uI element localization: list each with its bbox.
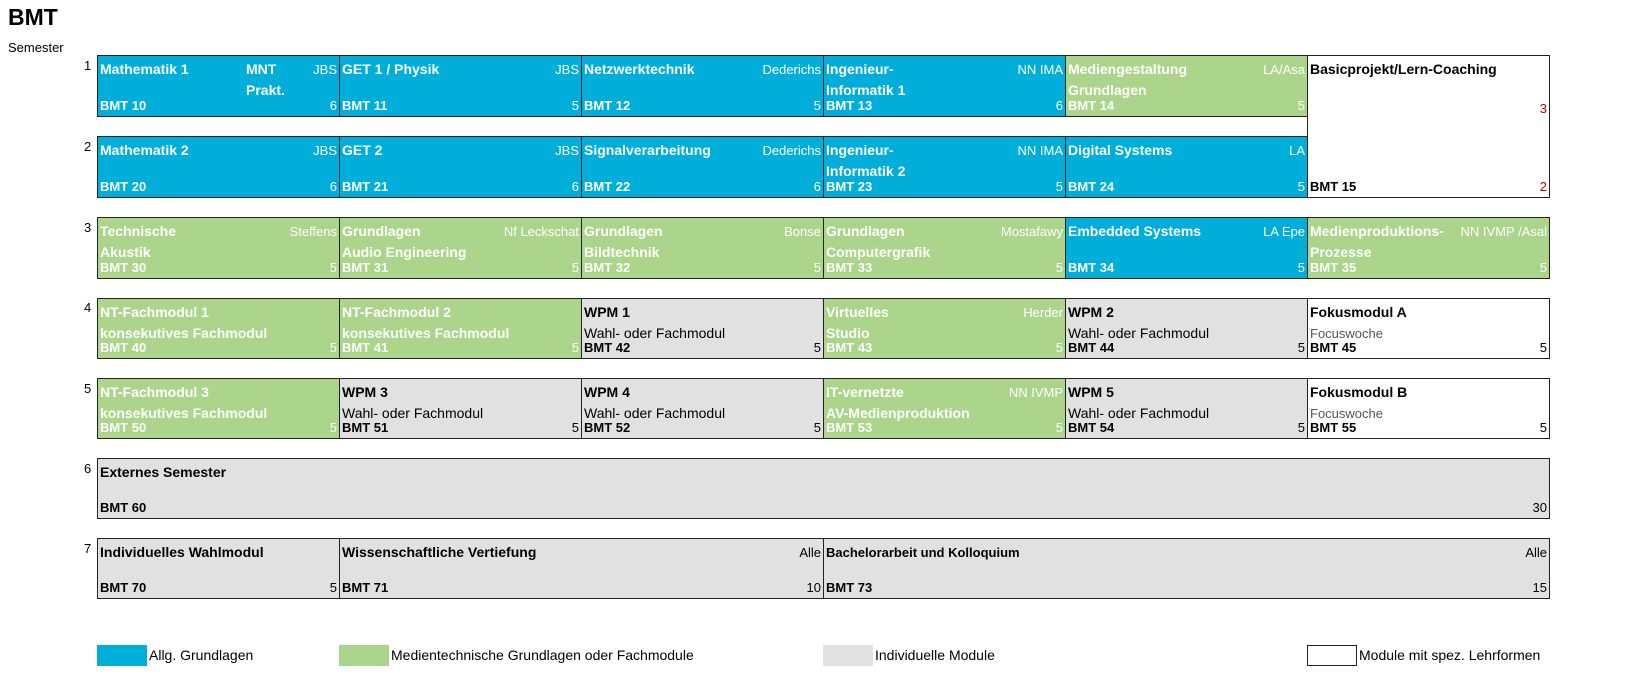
module-bmt52[interactable]	[581, 378, 824, 439]
module-title: Ingenieur- Informatik 2	[826, 142, 906, 179]
module-bmt50[interactable]	[97, 378, 340, 439]
module-title: Ingenieur- Informatik 1	[826, 61, 906, 98]
module-lecturer: Bonse	[784, 224, 821, 239]
module-credits: 5	[1297, 260, 1305, 275]
module-title: Wissenschaftliche Vertiefung	[342, 544, 537, 560]
module-lecturer: NN IVMP /Asal	[1460, 224, 1547, 239]
module-code: BMT 32	[584, 260, 631, 275]
module-bmt35[interactable]	[1307, 217, 1550, 279]
module-lecturer: JBS	[313, 62, 337, 77]
module-code: BMT 13	[826, 98, 873, 113]
module-title: Technische Akustik	[100, 223, 176, 260]
module-bmt13[interactable]	[823, 55, 1066, 117]
module-code: BMT 71	[342, 580, 389, 595]
module-title: NT-Fachmodul 1 konsekutives Fachmodul	[100, 304, 268, 341]
module-title: Mathematik 1	[100, 61, 189, 77]
module-credits: 5	[1297, 98, 1305, 113]
module-title: Externes Semester	[100, 464, 227, 480]
module-bmt14[interactable]	[1065, 55, 1308, 117]
module-title: Signalverarbeitung	[584, 142, 711, 158]
module-bmt34[interactable]	[1065, 217, 1308, 279]
module-title: Fokusmodul B	[1310, 384, 1408, 400]
module-bmt23[interactable]	[823, 136, 1066, 198]
module-code: BMT 14	[1068, 98, 1115, 113]
semester-number: 2	[84, 139, 92, 154]
module-subtitle: Focuswoche	[1310, 326, 1383, 341]
module-code: BMT 20	[100, 179, 147, 194]
module-lecturer: Mostafawy	[1000, 224, 1063, 239]
module-bmt51[interactable]	[339, 378, 582, 439]
module-code: BMT 55	[1310, 420, 1357, 435]
module-bmt73[interactable]	[823, 538, 1550, 599]
module-credits: 5	[813, 98, 821, 113]
module-bmt11[interactable]	[339, 55, 582, 117]
module-bmt70[interactable]	[97, 538, 340, 599]
module-lecturer: NN IVMP	[1008, 385, 1063, 400]
module-bmt20[interactable]	[97, 136, 340, 198]
module-credits: 5	[813, 340, 821, 355]
module-credits: 5	[1055, 340, 1063, 355]
module-bmt10[interactable]	[97, 55, 340, 117]
module-lecturer: Dederichs	[762, 62, 821, 77]
module-credits: 5	[329, 580, 337, 595]
module-title: Basicprojekt/Lern-Coaching	[1310, 61, 1497, 77]
semester-number: 7	[84, 541, 92, 556]
module-lecturer: LA Epe	[1263, 224, 1305, 239]
module-extra: MNT Prakt.	[246, 61, 285, 98]
module-lecturer: JBS	[555, 62, 579, 77]
module-code: BMT 60	[100, 500, 147, 515]
module-bmt21[interactable]	[339, 136, 582, 198]
module-lecturer: JBS	[313, 143, 337, 158]
module-bmt24[interactable]	[1065, 136, 1308, 198]
module-bmt12[interactable]	[581, 55, 824, 117]
legend-label-special: Module mit spez. Lehrformen	[1359, 647, 1541, 663]
module-lecturer: NN IMA	[1017, 62, 1063, 77]
module-code: BMT 45	[1310, 340, 1357, 355]
module-code: BMT 22	[584, 179, 631, 194]
module-credits: 5	[571, 98, 579, 113]
module-title: Medienproduktions- Prozesse	[1310, 223, 1444, 260]
module-bmt33[interactable]	[823, 217, 1066, 279]
module-credits: 5	[1539, 260, 1547, 275]
legend-swatch-individual	[823, 645, 873, 666]
module-credits: 5	[813, 420, 821, 435]
semester-number: 3	[84, 220, 92, 235]
module-bmt32[interactable]	[581, 217, 824, 279]
module-credits: 6	[571, 179, 579, 194]
module-credits: 5	[1055, 420, 1063, 435]
module-bmt53[interactable]	[823, 378, 1066, 439]
module-title: Mathematik 2	[100, 142, 189, 158]
module-bmt42[interactable]	[581, 298, 824, 359]
module-credits: 5	[571, 340, 579, 355]
module-credits: 10	[806, 580, 821, 595]
module-code: BMT 40	[100, 340, 147, 355]
module-code: BMT 70	[100, 580, 147, 595]
module-title: Fokusmodul A	[1310, 304, 1407, 320]
module-credits: 5	[329, 420, 337, 435]
semester-number: 6	[84, 461, 92, 476]
module-lecturer: Nf Leckschat	[503, 224, 579, 239]
module-lecturer: JBS	[555, 143, 579, 158]
module-lecturer: NN IMA	[1017, 143, 1063, 158]
module-bmt60[interactable]	[97, 458, 1550, 519]
module-code: BMT 41	[342, 340, 389, 355]
module-bmt22[interactable]	[581, 136, 824, 198]
module-title: Virtuelles Studio	[826, 304, 889, 341]
module-credits: 30	[1532, 500, 1547, 515]
module-credits: 5	[1539, 340, 1547, 355]
module-code: BMT 51	[342, 420, 389, 435]
module-subtitle: Wahl- oder Fachmodul	[1068, 405, 1210, 421]
module-code: BMT 11	[342, 98, 388, 113]
module-title: Mediengestaltung Grundlagen	[1068, 61, 1188, 98]
module-title: WPM 1	[584, 304, 630, 320]
module-title: Netzwerktechnik	[584, 61, 695, 77]
module-title: WPM 4	[584, 384, 630, 400]
module-credits: 5	[571, 420, 579, 435]
module-lecturer: Herder	[1023, 305, 1063, 320]
module-code: BMT 54	[1068, 420, 1115, 435]
module-code: BMT 44	[1068, 340, 1115, 355]
module-credits: 6	[329, 98, 337, 113]
legend-swatch-general	[97, 645, 147, 666]
module-bmt54[interactable]	[1065, 378, 1308, 439]
module-credits: 15	[1532, 580, 1547, 595]
module-bmt43[interactable]	[823, 298, 1066, 359]
module-title: Grundlagen Audio Engineering	[342, 223, 467, 260]
module-credits: 5	[329, 340, 337, 355]
module-title: IT-vernetzte AV-Medienproduktion	[826, 384, 970, 421]
module-lecturer: LA	[1289, 143, 1305, 158]
module-credits: 5	[813, 260, 821, 275]
module-code: BMT 23	[826, 179, 873, 194]
legend-swatch-media	[339, 645, 389, 666]
module-title: WPM 3	[342, 384, 388, 400]
module-bmt15[interactable]	[1307, 55, 1550, 198]
module-bmt71[interactable]	[339, 538, 824, 599]
module-title: GET 2	[342, 142, 383, 158]
page-title: BMT	[8, 4, 58, 30]
module-bmt45[interactable]	[1307, 298, 1550, 359]
module-credits: 6	[813, 179, 821, 194]
legend-swatch-special	[1307, 645, 1357, 666]
module-code: BMT 53	[826, 420, 873, 435]
module-subtitle: Wahl- oder Fachmodul	[584, 405, 726, 421]
module-code: BMT 31	[342, 260, 389, 275]
module-lecturer: Steffens	[289, 224, 337, 239]
semester-number: 4	[84, 300, 92, 315]
module-bmt55[interactable]	[1307, 378, 1550, 439]
semester-label: Semester	[8, 40, 64, 55]
module-title: WPM 2	[1068, 304, 1114, 320]
module-code: BMT 15	[1310, 179, 1357, 194]
module-code: BMT 33	[826, 260, 873, 275]
module-code: BMT 21	[342, 179, 389, 194]
module-credits: 5	[571, 260, 579, 275]
module-bmt31[interactable]	[339, 217, 582, 279]
module-title: Grundlagen Computergrafik	[826, 223, 931, 260]
module-title: Grundlagen Bildtechnik	[584, 223, 663, 260]
module-lecturer: Alle	[1525, 545, 1547, 560]
module-title: GET 1 / Physik	[342, 61, 440, 77]
module-code: BMT 52	[584, 420, 631, 435]
module-credits: 5	[1297, 340, 1305, 355]
module-credits: 6	[1055, 98, 1063, 113]
module-credits: 5	[1055, 260, 1063, 275]
module-credits: 6	[329, 179, 337, 194]
module-bmt44[interactable]	[1065, 298, 1308, 359]
module-title: NT-Fachmodul 2 konsekutives Fachmodul	[342, 304, 510, 341]
module-title: Embedded Systems	[1068, 223, 1202, 239]
module-code: BMT 35	[1310, 260, 1357, 275]
module-code: BMT 43	[826, 340, 873, 355]
module-subtitle: Wahl- oder Fachmodul	[584, 325, 726, 341]
module-subtitle: Wahl- oder Fachmodul	[342, 405, 484, 421]
module-code: BMT 12	[584, 98, 631, 113]
module-code: BMT 10	[100, 98, 147, 113]
module-title: Bachelorarbeit und Kolloquium	[826, 545, 1020, 560]
module-lecturer: LA/Asa	[1263, 62, 1305, 77]
module-credits: 3	[1539, 101, 1547, 116]
module-code: BMT 50	[100, 420, 147, 435]
module-title: NT-Fachmodul 3 konsekutives Fachmodul	[100, 384, 268, 421]
module-subtitle: Focuswoche	[1310, 406, 1383, 421]
module-code: BMT 42	[584, 340, 631, 355]
semester-number: 1	[84, 58, 92, 73]
semester-number: 5	[84, 381, 92, 396]
module-lecturer: Dederichs	[762, 143, 821, 158]
module-bmt41[interactable]	[339, 298, 582, 359]
legend-label-general: Allg. Grundlagen	[149, 647, 254, 663]
module-credits: 5	[1055, 179, 1063, 194]
module-bmt30[interactable]	[97, 217, 340, 279]
module-code: BMT 30	[100, 260, 147, 275]
module-credits: 5	[329, 260, 337, 275]
module-bmt40[interactable]	[97, 298, 340, 359]
module-credits: 5	[1539, 420, 1547, 435]
module-code: BMT 24	[1068, 179, 1115, 194]
module-title: Digital Systems	[1068, 142, 1173, 158]
module-title: Individuelles Wahlmodul	[100, 544, 264, 560]
legend-label-individual: Individuelle Module	[875, 647, 995, 663]
module-code: BMT 34	[1068, 260, 1115, 275]
module-credits: 2	[1539, 179, 1547, 194]
module-subtitle: Wahl- oder Fachmodul	[1068, 325, 1210, 341]
module-code: BMT 73	[826, 580, 873, 595]
module-title: WPM 5	[1068, 384, 1114, 400]
module-credits: 5	[1297, 179, 1305, 194]
legend-label-media: Medientechnische Grundlagen oder Fachmodule	[391, 647, 694, 663]
module-lecturer: Alle	[799, 545, 821, 560]
module-credits: 5	[1297, 420, 1305, 435]
